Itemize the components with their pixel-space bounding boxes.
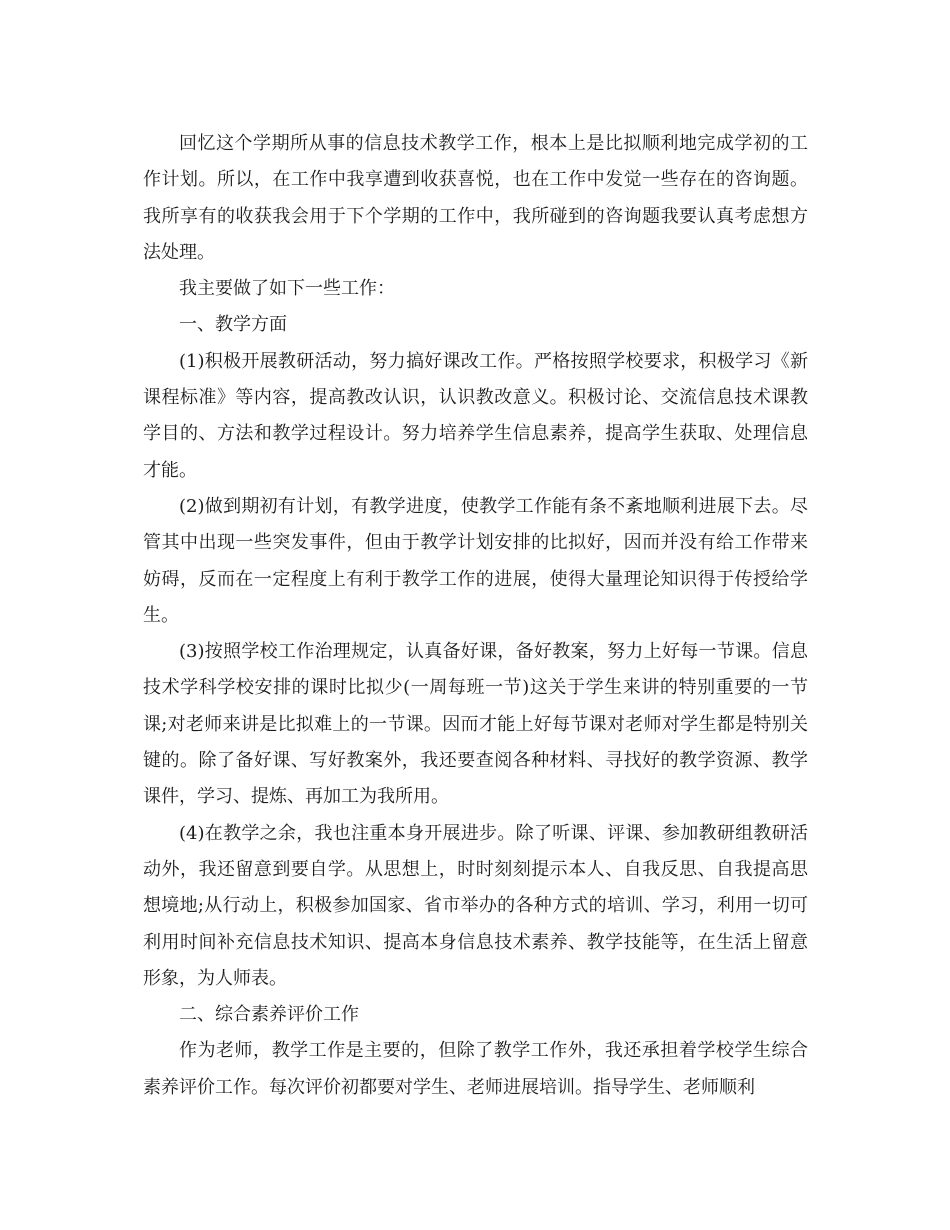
paragraph-item-2: (2)做到期初有计划，有教学进度，使教学工作能有条不紊地顺利进展下去。尽管其中出现一些突发事件，但由于教学计划安排的比拟好，因而并没有给工作带来妨碍，反而在一定程度上有利于教学工作的进展，使得大量理论知识得于传授给学生。 (143, 495, 808, 626)
document-body (143, 126, 808, 1106)
paragraph-item-3: (3)按照学校工作治理规定，认真备好课，备好教案，努力上好每一节课。信息技术学科学校安排的课时比拟少(一周每班一节)这关于学生来讲的特别重要的一节课;对老师来讲是比拟难上的一节课。因而才能上好每节课对老师对学生都是特别关键的。除了备好课、写好教案外，我还要查阅各种材料、寻找好的教学资源、教学课件，学习、提炼、再加工为我所用。 (143, 641, 808, 808)
paragraph-item-1: (1)积极开展教研活动，努力搞好课改工作。严格按照学校要求，积极学习《新课程标准》等内容，提高教改认识，认识教改意义。积极讨论、交流信息技术课教学目的、方法和教学过程设计。努力培养学生信息素养，提高学生获取、处理信息才能。 (143, 350, 808, 481)
section-heading-evaluation: 二、综合素养评价工作 (179, 1004, 359, 1026)
paragraph-item-4: (4)在教学之余，我也注重本身开展进步。除了听课、评课、参加教研组教研活动外，我还留意到要自学。从思想上，时时刻刻提示本人、自我反思、自我提高思想境地;从行动上，积极参加国家、省市举办的各种方式的培训、学习，利用一切可利用时间补充信息技术知识、提高本身信息技术素养、教学技能等，在生活上留意形象，为人师表。 (143, 822, 808, 989)
paragraph-intro: 回忆这个学期所从事的信息技术教学工作，根本上是比拟顺利地完成学初的工作计划。所以，在工作中我享遭到收获喜悦，也在工作中发觉一些存在的咨询题。我所享有的收获我会用于下个学期的工作中，我所碰到的咨询题我要认真考虑想方法处理。 (143, 133, 808, 263)
paragraph-summary-lead: 我主要做了如下一些工作： (179, 278, 395, 300)
section-heading-teaching: 一、教学方面 (179, 314, 287, 336)
paragraph-evaluation: 作为老师，教学工作是主要的，但除了教学工作外，我还承担着学校学生综合素养评价工作。每次评价初都要对学生、老师进展培训。指导学生、老师顺利 (143, 1040, 808, 1098)
